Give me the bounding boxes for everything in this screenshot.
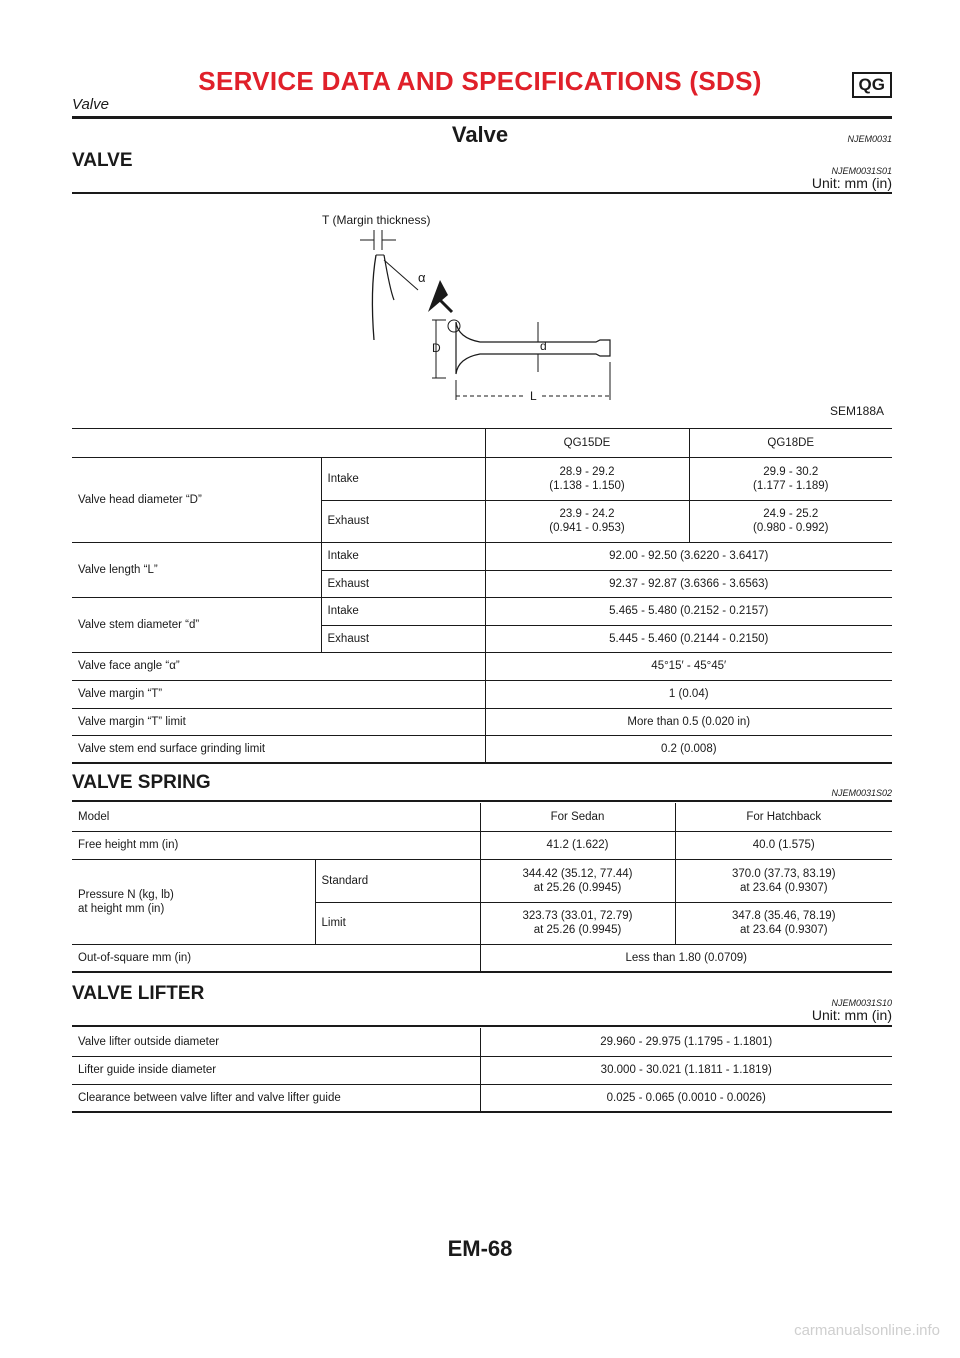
cell-value: 5.465 - 5.480 (0.2152 - 0.2157) [485,597,892,625]
table-row [72,1056,892,1084]
row-label: Out-of-square mm (in) [72,944,480,972]
lifter-heading: VALVE LIFTER [72,983,205,1004]
sub-label: Intake [321,457,485,500]
sub-label: Exhaust [321,500,485,542]
sub-label: Exhaust [321,625,485,652]
row-label: Lifter guide inside diameter [72,1056,480,1084]
table-row [72,708,892,735]
cell-value: 370.0 (37.73, 83.19) at 23.64 (0.9307) [675,859,892,902]
engine-badge: QG [852,72,892,98]
cell-value: More than 0.5 (0.020 in) [485,708,892,735]
table-row [72,859,892,902]
valve-diagram [300,200,660,415]
table-row [72,597,892,625]
watermark: carmanualsonline.info [794,1322,940,1339]
table-row [72,680,892,708]
row-label: Free height mm (in) [72,831,480,859]
table-row [72,1028,892,1056]
table-row [72,457,892,500]
cell-value: 344.42 (35.12, 77.44) at 25.26 (0.9945) [480,859,675,902]
table-row [72,944,892,972]
valve-code: NJEM0031S01 [831,166,892,176]
spring-rule [72,800,892,802]
header-rule [72,116,892,119]
table-row [72,1084,892,1112]
sub-label: Intake [321,542,485,570]
table-row [72,831,892,859]
table-row [72,429,892,457]
sub-label: Intake [321,597,485,625]
valve-table [72,429,892,764]
page-number: EM-68 [447,1236,513,1261]
lifter-code: NJEM0031S10 [831,998,892,1008]
section-subtitle: Valve [72,96,109,113]
lifter-rule [72,1025,892,1027]
head-diameter-label: D [432,341,441,355]
row-label: Clearance between valve lifter and valve lifter guide [72,1084,480,1112]
table-row [72,735,892,763]
col-header-qg18de: QG18DE [689,429,892,457]
valve-unit: Unit: mm (in) [811,175,892,191]
row-label: Valve stem end surface grinding limit [72,735,485,763]
sub-label: Standard [315,859,480,902]
row-label: Valve lifter outside diameter [72,1028,480,1056]
lifter-unit: Unit: mm (in) [811,1007,892,1023]
cell-value: 92.00 - 92.50 (3.6220 - 3.6417) [485,542,892,570]
length-label: L [530,389,537,403]
cell-value: 41.2 (1.622) [480,831,675,859]
cell-value: 30.000 - 30.021 (1.1811 - 1.1819) [480,1056,892,1084]
row-label: Valve head diameter “D” [72,457,321,542]
col-header-hatchback: For Hatchback [675,803,892,831]
cell-value: 5.445 - 5.460 (0.2144 - 0.2150) [485,625,892,652]
row-label: Valve length “L” [72,542,321,597]
page-title: Valve [451,122,509,147]
cell-value: 0.025 - 0.065 (0.0010 - 0.0026) [480,1084,892,1112]
cell-value: 45°15′ - 45°45′ [485,652,892,680]
table-row [72,542,892,570]
col-header-sedan: For Sedan [480,803,675,831]
row-label: Valve margin “T” [72,680,485,708]
spring-table [72,803,892,973]
cell-value: 28.9 - 29.2 (1.138 - 1.150) [485,457,689,500]
row-label: Pressure N (kg, lb) at height mm (in) [72,859,315,944]
valve-heading: VALVE [72,150,133,171]
lifter-table [72,1028,892,1113]
cell-value: 23.9 - 24.2 (0.941 - 0.953) [485,500,689,542]
cell-value: 0.2 (0.008) [485,735,892,763]
stem-diameter-label: d [540,339,547,353]
cell-value: Less than 1.80 (0.0709) [480,944,892,972]
alpha-label: α [418,270,426,285]
cell-value: 29.960 - 29.975 (1.1795 - 1.1801) [480,1028,892,1056]
margin-thickness-label: T (Margin thickness) [322,213,431,227]
spring-code: NJEM0031S02 [831,788,892,798]
spring-heading: VALVE SPRING [72,772,211,793]
section-title: SERVICE DATA AND SPECIFICATIONS (SDS) [198,66,762,96]
figure-id: SEM188A [829,404,884,418]
reference-code: NJEM0031 [847,134,892,144]
cell-value: 24.9 - 25.2 (0.980 - 0.992) [689,500,892,542]
model-label: Model [72,803,480,831]
row-label: Valve face angle “α” [72,652,485,680]
col-header-qg15de: QG15DE [485,429,689,457]
table-row [72,652,892,680]
row-label: Valve margin “T” limit [72,708,485,735]
cell-value: 347.8 (35.46, 78.19) at 23.64 (0.9307) [675,902,892,944]
sub-label: Limit [315,902,480,944]
cell-value: 92.37 - 92.87 (3.6366 - 3.6563) [485,570,892,597]
cell-value: 323.73 (33.01, 72.79) at 25.26 (0.9945) [480,902,675,944]
cell-value: 1 (0.04) [485,680,892,708]
sub-label: Exhaust [321,570,485,597]
row-label: Valve stem diameter “d” [72,597,321,652]
valve-rule [72,192,892,194]
cell-value: 40.0 (1.575) [675,831,892,859]
cell-value: 29.9 - 30.2 (1.177 - 1.189) [689,457,892,500]
table-row [72,803,892,831]
